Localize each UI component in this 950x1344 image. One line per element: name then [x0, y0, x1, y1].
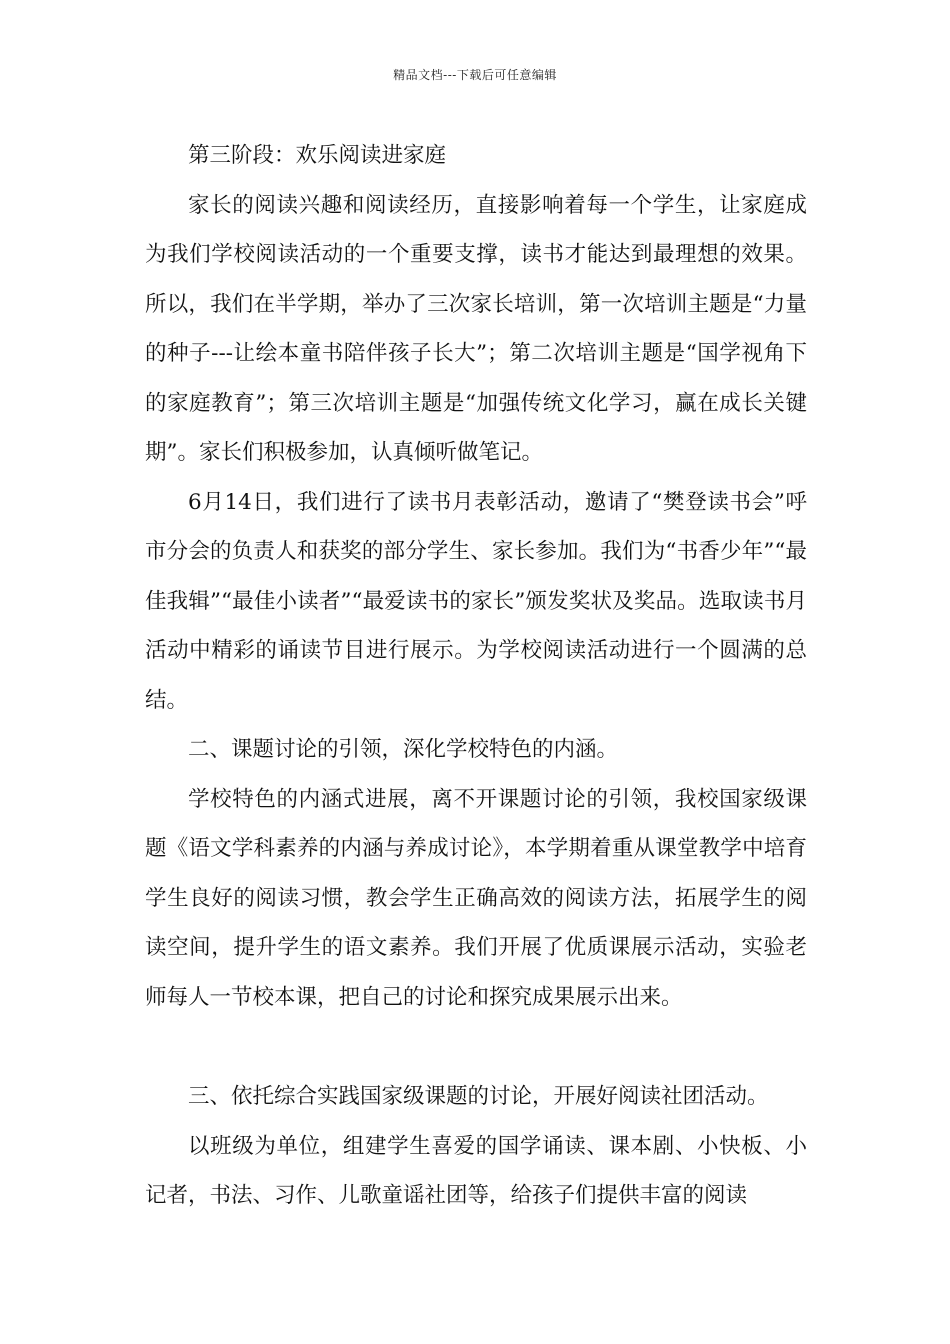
section-heading-research-guidance: 二、课题讨论的引领，深化学校特色的内涵。	[188, 737, 619, 762]
page-header: 精品文档---下载后可任意编辑	[393, 68, 557, 82]
paragraph-research-project: 学校特色的内涵式进展，离不开课题讨论的引领，我校国家级课题《语文学科素养的内涵与养成讨论》，本学期着重从课堂教学中培育学生良好的阅读习惯，教会学生正确高效的阅读方法，拓展学生的阅读空间，提升学生的语文素养。我们开展了优质课展示活动，实验老师每人一节校本课，把自己的讨论和探究成果展示出来。	[145, 786, 807, 1010]
paragraph-reading-month-award: 6月14日，我们进行了读书月表彰活动，邀请了“樊登读书会”呼市分会的负责人和获奖的部分学生、家长参加。我们为“书香少年”“最佳我辑”“最佳小读者”“最爱读书的家长”颁发奖状及奖品。选取读书月活动中精彩的诵读节目进行展示。为学校阅读活动进行一个圆满的总结。	[145, 489, 807, 713]
section-heading-reading-clubs: 三、依托综合实践国家级课题的讨论，开展好阅读社团活动。	[188, 1084, 769, 1109]
paragraph-spacer	[145, 1022, 807, 1072]
document-body	[145, 131, 807, 1221]
paragraph-reading-clubs: 以班级为单位，组建学生喜爱的国学诵读、课本剧、小快板、小记者，书法、习作、儿歌童谣社团等，给孩子们提供丰富的阅读	[145, 1133, 807, 1208]
section-heading-stage-three: 第三阶段：欢乐阅读进家庭	[188, 143, 447, 168]
paragraph-parent-training: 家长的阅读兴趣和阅读经历，直接影响着每一个学生，让家庭成为我们学校阅读活动的一个重要支撑，读书才能达到最理想的效果。所以，我们在半学期，举办了三次家长培训，第一次培训主题是“力量的种子---让绘本童书陪伴孩子长大”；第二次培训主题是“国学视角下的家庭教育”；第三次培训主题是“加强传统文化学习，赢在成长关键期”。家长们积极参加，认真倾听做笔记。	[145, 192, 807, 465]
